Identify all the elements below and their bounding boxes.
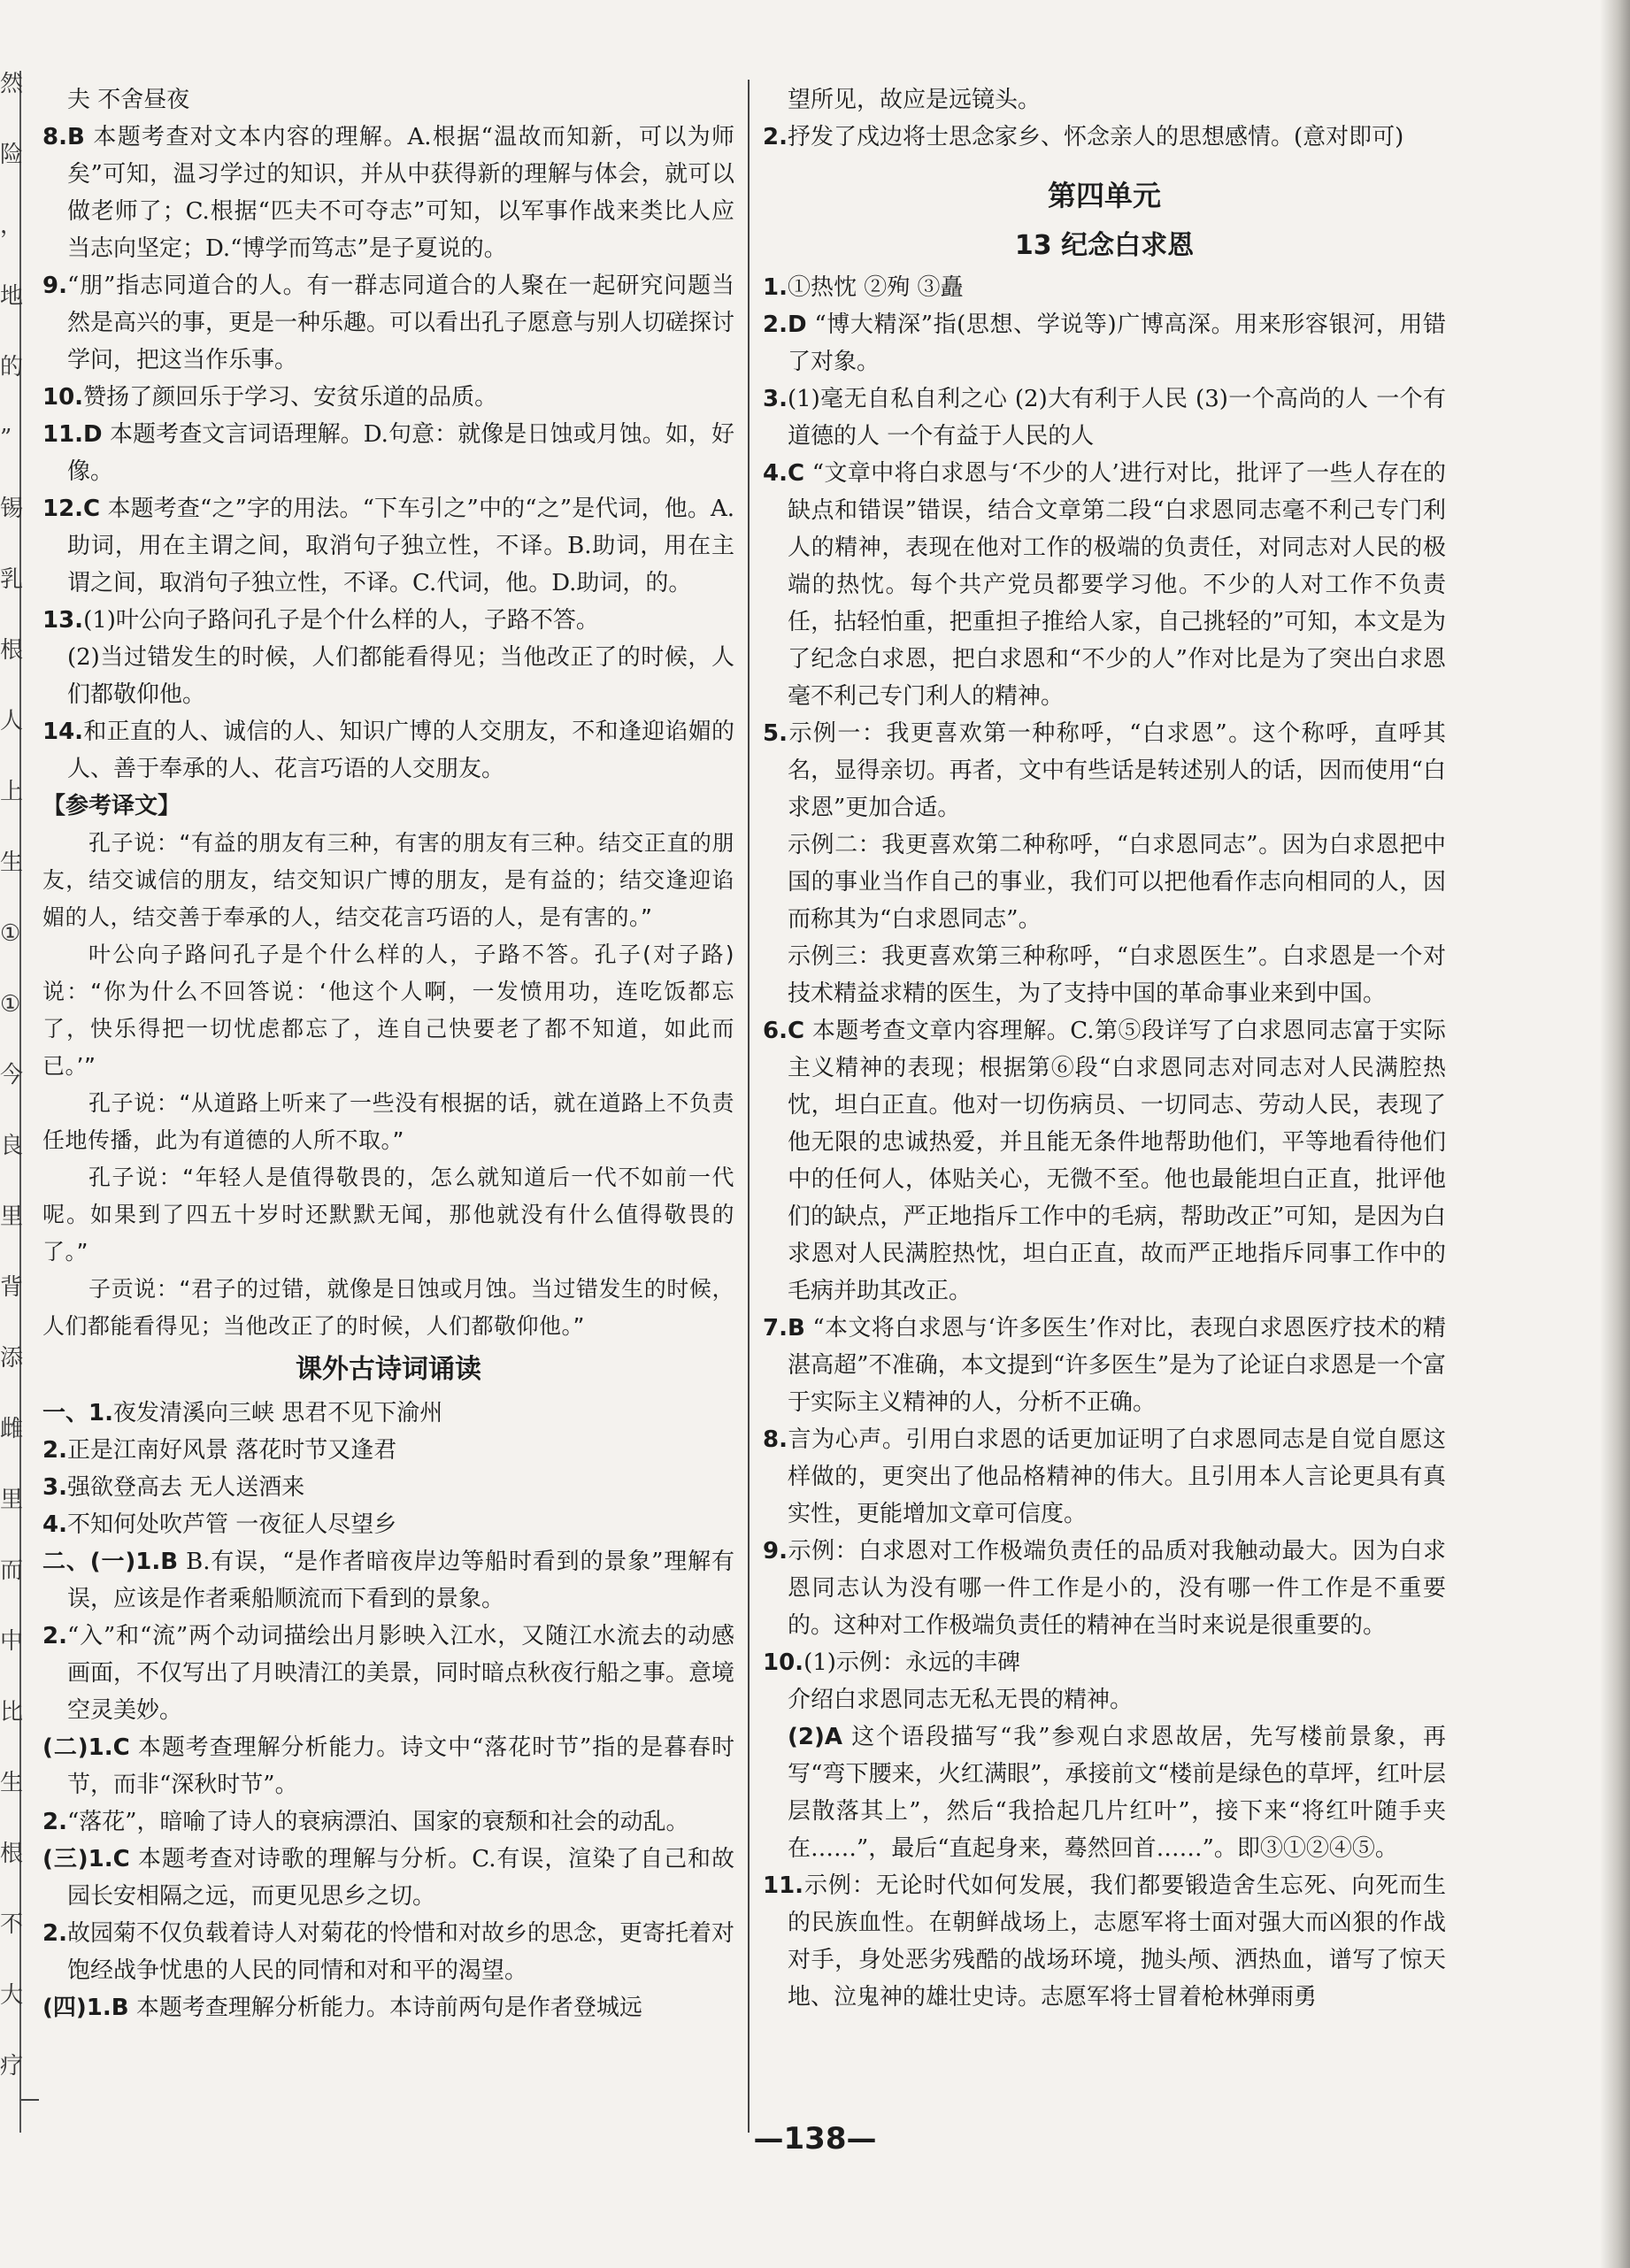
- right-block-3: [763, 223, 1446, 269]
- right-block-6: [763, 381, 1446, 455]
- left-block-18: [42, 1469, 734, 1506]
- left-block-16: [42, 1395, 734, 1432]
- gutter-char: 乳: [0, 566, 24, 593]
- gutter-char: 雌: [0, 1416, 24, 1442]
- right-block-15: [763, 1644, 1446, 1681]
- left-block-5: [42, 490, 734, 602]
- gutter-char: 然: [0, 71, 24, 97]
- block-text: 课外古诗词诵读: [296, 1354, 481, 1385]
- left-block-25: [42, 1915, 734, 1989]
- block-text: “落花”，暗喻了诗人的衰病漂泊、国家的衰颓和社会的动乱。: [66, 1809, 689, 1835]
- block-text: 孔子说：“从道路上听来了一些没有根据的话，就在道路上不负责任地传播，此为有道德的人所不取。”: [42, 1090, 734, 1153]
- right-block-4: [763, 269, 1446, 306]
- block-text: B.有误，“是作者暗夜岸边等船时看到的景象”理解有误，应该是作者乘船顺流而下看到的景象。: [67, 1549, 734, 1612]
- block-text: 13 纪念白求恩: [1014, 230, 1195, 261]
- right-block-18: [763, 1867, 1446, 2016]
- block-text: “朋”指志同道合的人。有一群志同道合的人聚在一起研究问题当然是高兴的事，更是一种乐趣。可以看出孔子愿意与别人切磋探讨学问，把这当作乐事。: [66, 273, 735, 373]
- left-block-15: [42, 1345, 734, 1395]
- gutter-char: 人: [0, 708, 24, 734]
- question-number: 3.: [763, 386, 788, 412]
- gutter-char: ”: [0, 425, 12, 451]
- gutter-char: 锡: [0, 496, 24, 522]
- gutter-char: ①: [0, 920, 21, 947]
- question-number: 7.B: [763, 1315, 805, 1342]
- page-edge-shadow: [1600, 0, 1630, 2268]
- question-number: 2.: [42, 1437, 67, 1464]
- gutter-char: 添: [0, 1345, 24, 1372]
- block-text: (1)叶公向子路问孔子是个什么样的人，子路不答。: [83, 607, 599, 634]
- block-text: 本题考查对文本内容的理解。A.根据“温故而知新，可以为师矣”可知，温习学过的知识，并从中获得新的理解与体会，就可以做老师了；C.根据“匹夫不可夺志”可知，以军事作战来类比人应当志向坚定；D.“博学而笃志”是子夏说的。: [67, 124, 734, 262]
- left-column: [42, 81, 734, 2152]
- block-text: 夜发清溪向三峡 思君不见下渝州: [112, 1400, 443, 1426]
- gutter-char: 良: [0, 1133, 24, 1159]
- left-block-10: [42, 825, 734, 936]
- block-text: 抒发了戍边将士思念家乡、怀念亲人的思想感情。(意对即可): [787, 124, 1404, 150]
- block-text: 言为心声。引用白求恩的话更加证明了白求恩同志是自觉自愿这样做的，更突出了他品格精神的伟大。且引用本人言论更具有真实性，更能增加文章可信度。: [787, 1426, 1446, 1527]
- left-block-14: [42, 1271, 734, 1345]
- question-number: 9.: [763, 1538, 788, 1565]
- block-text: 夫 不舍昼夜: [67, 87, 190, 113]
- block-text: “博大精深”指(思想、学说等)广博高深。用来形容银河，用错了对象。: [788, 311, 1446, 375]
- block-text: 强欲登高去 无人送酒来: [66, 1474, 305, 1501]
- right-block-13: [763, 1421, 1446, 1533]
- page-number: —138—: [753, 2121, 877, 2157]
- left-block-11: [42, 936, 734, 1085]
- question-number: 4.: [42, 1511, 67, 1538]
- question-number: 二、(一)1.B: [42, 1549, 179, 1575]
- question-number: (二)1.C: [42, 1734, 130, 1761]
- right-block-12: [763, 1310, 1446, 1421]
- right-block-9: [763, 826, 1446, 938]
- block-text: “文章中将白求恩与‘不少的人’进行对比，批评了一些人存在的缺点和错误”错误，结合文章第二段“白求恩同志毫不利己专门利人的精神，表现在他对工作的极端的负责任，对同志对人民的极端的热忱。每个共产党员都要学习他。不少的人对工作不负责任，拈轻怕重，把重担子推给人家，自己挑轻的”可知，本文是为了纪念白求恩，把白求恩和“不少的人”作对比是为了突出白求恩毫不利己专门利人的精神。: [788, 460, 1446, 710]
- gutter-char: 的: [0, 354, 24, 381]
- block-text: 故园菊不仅负载着诗人对菊花的怜惜和对故乡的思念，更寄托着对饱经战争忧患的人民的同情和对和平的渴望。: [66, 1920, 734, 1984]
- gutter-char: 地: [0, 283, 24, 310]
- question-number: 11.: [763, 1872, 804, 1899]
- block-text: (1)示例：永远的丰碑: [803, 1649, 1020, 1676]
- left-block-0: [42, 81, 734, 119]
- gutter-char: 不: [0, 1911, 24, 1938]
- gutter-char: 里: [0, 1203, 24, 1230]
- question-number: (2)A: [788, 1724, 842, 1750]
- block-text: 本题考查对诗歌的理解与分析。C.有误，渲染了自己和故园长安相隔之远，而更见思乡之切。: [67, 1846, 734, 1910]
- left-block-17: [42, 1432, 734, 1469]
- question-number: 8.B: [42, 124, 85, 150]
- gutter-char: 大: [0, 1982, 24, 2009]
- right-block-11: [763, 1012, 1446, 1310]
- gutter-char: 中: [0, 1628, 24, 1655]
- right-block-16: [763, 1681, 1446, 1718]
- block-text: 示例：无论时代如何发展，我们都要锻造舍生忘死、向死而生的民族血性。在朝鲜战场上，志愿军将士面对强大而凶狠的作战对手，身处恶劣残酷的战场环境，抛头颅、洒热血，谱写了惊天地、泣鬼神的雄壮史诗。志愿军将士冒着枪林弹雨勇: [788, 1872, 1446, 2010]
- question-number: (四)1.B: [42, 1995, 129, 2021]
- bound-edge-gutter: [0, 71, 24, 2133]
- block-text: 和正直的人、诚信的人、知识广博的人交朋友，不和逢迎谄媚的人、善于奉承的人、花言巧语的人交朋友。: [67, 719, 734, 782]
- right-block-17: [763, 1718, 1446, 1867]
- question-number: 2.D: [763, 311, 807, 338]
- left-block-2: [42, 267, 734, 379]
- left-block-22: [42, 1729, 734, 1803]
- block-text: “入”和“流”两个动词描绘出月影映入江水，又随江水流去的动感画面，不仅写出了月映清江的美景，同时暗点秋夜行船之事。意境空灵美妙。: [66, 1623, 735, 1724]
- question-number: 3.: [42, 1474, 67, 1501]
- question-number: 10.: [42, 384, 84, 411]
- gutter-char: 根: [0, 1841, 24, 1867]
- question-number: 6.C: [763, 1018, 805, 1044]
- block-text: 本题考查文章内容理解。C.第⑤段详写了白求恩同志富于实际主义精神的表现；根据第⑥段“白求恩同志对同志对人民满腔热忱，坦白正直。他对一切伤病员、一切同志、劳动人民，表现了他无限的忠诚热爱，并且能无条件地帮助他们，平等地看待他们中的任何人，体贴关心，无微不至。他也最能坦白正直，批评他们的缺点，严正地指斥工作中的毛病，帮助改正”可知，是因为白求恩对人民满腔热忱，坦白正直，故而严正地指斥同事工作中的毛病并助其改正。: [788, 1018, 1446, 1304]
- right-column: [763, 81, 1446, 2152]
- block-text: 这个语段描写“我”参观白求恩故居，先写楼前景象，再写“弯下腰来，火红满眼”，承接前文“楼前是绿色的草坪，红叶层层散落其上”，然后“我拾起几片红叶”，接下来“将红叶随手夹在……”，最后“直起身来，蓦然回首……”。即③①②④⑤。: [788, 1724, 1446, 1862]
- block-text: 示例二：我更喜欢第二种称呼，“白求恩同志”。因为白求恩把中国的事业当作自己的事业，我们可以把他看作志向相同的人，因而称其为“白求恩同志”。: [788, 832, 1446, 933]
- block-text: 孔子说：“年轻人是值得敬畏的，怎么就知道后一代不如前一代呢。如果到了四五十岁时还默默无闻，那他就没有什么值得敬畏的了。”: [42, 1165, 734, 1265]
- left-block-3: [42, 379, 734, 416]
- right-block-10: [763, 938, 1446, 1012]
- gutter-char: 险: [0, 142, 24, 168]
- left-block-7: [42, 639, 734, 713]
- block-text: 本题考查理解分析能力。诗文中“落花时节”指的是暮春时节，而非“深秋时节”。: [67, 1734, 734, 1798]
- gutter-char: 今: [0, 1062, 24, 1088]
- block-text: 孔子说：“有益的朋友有三种，有害的朋友有三种。结交正直的朋友，结交诚信的朋友，结交知识广博的朋友，是有益的；结交逢迎谄媚的人，结交善于奉承的人，结交花言巧语的人，是有害的。”: [42, 830, 734, 930]
- question-number: 2.: [42, 1920, 67, 1947]
- block-text: 不知何处吹芦管 一夜征人尽望乡: [66, 1511, 397, 1538]
- column-divider: [748, 80, 750, 2133]
- left-block-13: [42, 1159, 734, 1271]
- left-block-6: [42, 602, 734, 639]
- left-block-1: [42, 119, 734, 267]
- question-number: 1.: [763, 274, 788, 301]
- gutter-char: 而: [0, 1557, 24, 1584]
- question-number: 8.: [763, 1426, 788, 1453]
- question-number: (三)1.C: [42, 1846, 130, 1872]
- gutter-rule: [21, 2099, 39, 2101]
- right-block-7: [763, 455, 1446, 715]
- question-number: 9.: [42, 273, 67, 299]
- left-block-24: [42, 1841, 734, 1915]
- question-number: 2.: [763, 124, 788, 150]
- gutter-char: 生: [0, 1770, 24, 1796]
- block-text: “本文将白求恩与‘许多医生’作对比，表现白求恩医疗技术的精湛高超”不准确，本文提到“许多医生”是为了论证白求恩是一个富于实际主义精神的人，分析不正确。: [788, 1315, 1446, 1416]
- gutter-char: 背: [0, 1274, 24, 1301]
- question-number: 12.C: [42, 496, 101, 522]
- question-number: 11.D: [42, 421, 103, 448]
- question-number: 10.: [763, 1649, 804, 1676]
- block-text: 望所见，故应是远镜头。: [788, 87, 1042, 113]
- block-text: 本题考查文言词语理解。D.句意：就像是日蚀或月蚀。如，好像。: [67, 421, 734, 485]
- block-text: 【参考译文】: [42, 793, 181, 819]
- left-block-21: [42, 1618, 734, 1729]
- right-block-5: [763, 306, 1446, 381]
- block-text: 子贡说：“君子的过错，就像是日蚀或月蚀。当过错发生的时候，人们都能看得见；当他改正了的时候，人们都敬仰他。”: [42, 1276, 734, 1339]
- gutter-char: ，: [0, 212, 24, 239]
- right-block-1: [763, 119, 1446, 156]
- block-text: 示例三：我更喜欢第三种称呼，“白求恩医生”。白求恩是一个对技术精益求精的医生，为了支持中国的革命事业来到中国。: [788, 943, 1446, 1007]
- block-text: (2)当过错发生的时候，人们都能看得见；当他改正了的时候，人们都敬仰他。: [67, 644, 734, 708]
- question-number: 14.: [42, 719, 84, 745]
- block-text: 介绍白求恩同志无私无畏的精神。: [788, 1687, 1134, 1713]
- block-text: 本题考查“之”字的用法。“下车引之”中的“之”是代词，他。A.助词，用在主谓之间，取消句子独立性，不译。B.助词，用在主谓之间，取消句子独立性，不译。C.代词，他。D.助词，的。: [67, 496, 734, 596]
- left-block-26: [42, 1989, 734, 2026]
- right-block-2: [763, 168, 1446, 223]
- left-block-9: [42, 788, 734, 825]
- question-number: 一、1.: [42, 1400, 113, 1426]
- gutter-char: 生: [0, 850, 24, 876]
- left-block-4: [42, 416, 734, 490]
- question-number: 2.: [42, 1623, 67, 1649]
- left-block-19: [42, 1506, 734, 1543]
- block-text: (1)毫无自私自利之心 (2)大有利于人民 (3)一个高尚的人 一个有道德的人 一个有益于人民的人: [787, 386, 1446, 450]
- right-block-14: [763, 1533, 1446, 1644]
- block-text: 赞扬了颜回乐于学习、安贫乐道的品质。: [83, 384, 498, 411]
- question-number: 2.: [42, 1809, 67, 1835]
- question-number: 4.C: [763, 460, 805, 487]
- block-text: 示例：白求恩对工作极端负责任的品质对我触动最大。因为白求恩同志认为没有哪一件工作是小的，没有哪一件工作是不重要的。这种对工作极端负责任的精神在当时来说是很重要的。: [787, 1538, 1446, 1639]
- block-text: 第四单元: [1047, 179, 1161, 212]
- gutter-char: ①: [0, 991, 21, 1018]
- question-number: 5.: [763, 720, 788, 747]
- left-block-8: [42, 713, 734, 788]
- right-block-8: [763, 715, 1446, 826]
- left-block-20: [42, 1543, 734, 1618]
- question-number: 13.: [42, 607, 84, 634]
- block-text: 正是江南好风景 落花时节又逢君: [66, 1437, 397, 1464]
- gutter-char: 里: [0, 1487, 24, 1513]
- gutter-char: 疗: [0, 2053, 24, 2080]
- left-block-23: [42, 1803, 734, 1841]
- block-text: 本题考查理解分析能力。本诗前两句是作者登城远: [128, 1995, 642, 2021]
- block-text: ①热忱 ②殉 ③矗: [787, 274, 964, 301]
- left-block-12: [42, 1085, 734, 1159]
- block-text: 叶公向子路问孔子是个什么样的人，子路不答。孔子(对子路)说：“你为什么不回答说：‘他这个人啊，一发愤用功，连吃饭都忘了，快乐得把一切忧虑都忘了，连自己快要老了都不知道，如此而已。’”: [42, 942, 734, 1079]
- gutter-char: 上: [0, 779, 24, 805]
- gutter-char: 根: [0, 637, 24, 664]
- right-block-0: [763, 81, 1446, 119]
- gutter-char: 比: [0, 1699, 24, 1726]
- block-text: 示例一：我更喜欢第一种称呼，“白求恩”。这个称呼，直呼其名，显得亲切。再者，文中有些话是转述别人的话，因而使用“白求恩”更加合适。: [787, 720, 1446, 821]
